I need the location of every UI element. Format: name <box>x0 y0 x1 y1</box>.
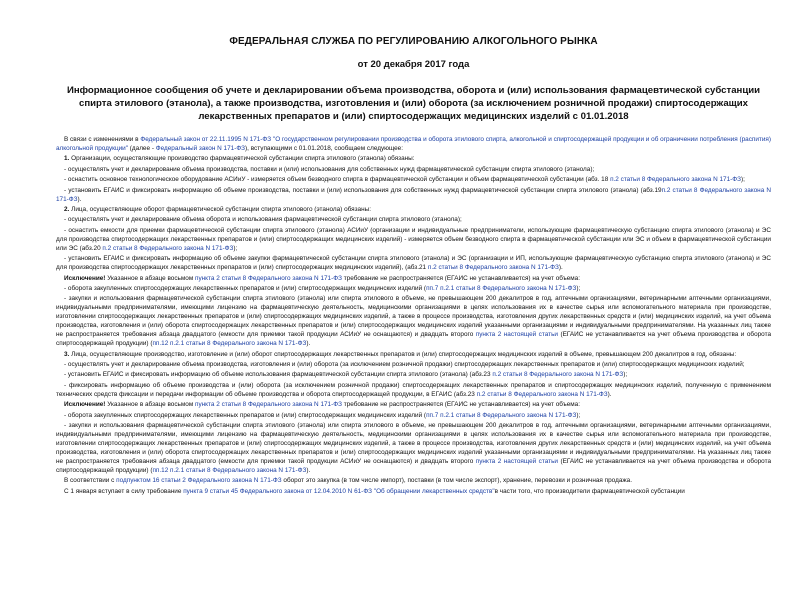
document-date: от 20 декабря 2017 года <box>357 59 470 70</box>
paragraph-exception-2b: - закупки и использования фармацевтической субстанции спирта этилового (этанола) или спирта этилового в объеме, не превышающем 200 декалитров в год, аптечными организациями, ветеринарными аптечными организациями, индивидуальными предпринимателями, имеющими лицензию на фармацевтическую деятельность, медицинскими организациями в целях использования их в качестве сырья или вспомогательного материала при производстве, изготовлении спиртосодержащих лекарственных препаратов и (или) спиртосодержащих медицинских изделий, а также в процессе производства, изготовления других лекарственных средств и (или) медицинских изделий, на учет объема производства, изготовления и (или) оборота спиртосодержащих лекарственных препаратов и (или) спиртосодержащих медицинских изделий указанными организациями и индивидуальными предпринимателями. На указанных лиц также не распространяется требования абзаца двадцатого (емкости для приемки такой продукции АСИиУ не оснащаются) и двадцать второго пункта 2 настоящей статьи (ЕГАИС не устанавливается на учет объема производства и оборота спиртосодержащей продукции) (пп.12 п.2.1 статьи 8 Федерального закона N 171-ФЗ). <box>56 422 772 475</box>
document-body <box>56 135 771 496</box>
paragraph-3a: - осуществлять учет и декларирование объема производства, изготовления и (или) оборота (за исключением розничной продажи) спиртосодержащих лекарственных препаратов и (или) спиртосодержащих медицинских изделий; <box>64 361 745 369</box>
paragraph-2: 2. Лица, осуществляющие оборот фармацевтической субстанции спирта этилового (этанола) обязаны: <box>64 205 371 213</box>
paragraph-intro: В связи с изменениями в Федеральный закон от 22.11.1995 N 171-ФЗ "О государственном регулировании производства и оборота этилового спирта, алкогольной и спиртосодержащей продукции и об ограничении потребления (распития) алкогольной продукции" (далее - Федеральный закон N 171-ФЗ), вступающими с 01.01.2018, сообщаем следующее: <box>56 136 772 152</box>
document-title: Информационное сообщения об учете и декларировании объема производства, оборота и (или) использования фармацевтической субстанции спирта этилового (этанола), а также производства, изготовления и (или) оборота (за исключением розничной продажи) спиртосодержащих лекарственных препаратов и (или) спиртосодержащих медицинских изделий с 01.01.2018 <box>66 85 761 122</box>
paragraph-3: 3. Лица, осуществляющие производство, изготовление и (или) оборот спиртосодержащих лекарственных препаратов и (или) спиртосодержащих медицинских изделий в объеме, превышающем 200 декалитров в год, обязаны: <box>64 350 737 358</box>
link-federal-law-171[interactable]: Федеральный закон от 22.11.1995 N 171-ФЗ "О государственном регулировании производства и оборота этилового спирта, алкогольной и спиртосодержащей продукции и об ограничении потребления (распития) алкогольной продукции" <box>56 136 772 152</box>
paragraph-exception-1b: - закупки и использования фармацевтической субстанции спирта этилового (этанола) или спирта этилового в объеме, не превышающем 200 декалитров в год, аптечными организациями, ветеринарными аптечными организациями, индивидуальными предпринимателями, имеющими лицензию на фармацевтическую деятельность, медицинскими организациями в целях использования их в качестве сырья или вспомогательного материала при производстве, изготовлении спиртосодержащих лекарственных препаратов и (или) спиртосодержащих медицинских изделий, а также в процессе производства, изготовления других лекарственных средств и (или) медицинских изделий, на учет объема производства, изготовления и (или) оборота спиртосодержащих лекарственных препаратов и (или) спиртосодержащих медицинских изделий указанными организациями и индивидуальными предпринимателями. На указанных лиц также не распространяется требования абзаца двадцатого (емкости для приемки такой продукции АСИиУ не оснащаются) и двадцать второго пункта 2 настоящей статьи (ЕГАИС не устанавливается на учет объема производства и оборота спиртосодержащей продукции) (пп.12 п.2.1 статьи 8 Федерального закона N 171-ФЗ). <box>56 295 772 348</box>
paragraph-turnover: В соответствии с подпунктом 16 статьи 2 Федерального закона N 171-ФЗ оборот это закупка (в том числе импорт), поставки (в том числе экспорт), хранение, перевозки и розничная продажа. <box>64 477 632 485</box>
link-article-8[interactable]: пункта 2 статьи 8 Федерального закона N 171-ФЗ <box>195 274 342 282</box>
document-page <box>0 36 807 607</box>
agency-heading: ФЕДЕРАЛЬНАЯ СЛУЖБА ПО РЕГУЛИРОВАНИЮ АЛКОГОЛЬНОГО РЫНКА <box>229 36 598 47</box>
paragraph-exception-2: Исключение! Указанное в абзаце восьмом пункта 2 статьи 8 Федерального закона N 171-ФЗ требование не распространяется (ЕГАИС не устанавливается) на учет объема: <box>64 401 581 409</box>
paragraph-1b: - оснастить основное технологическое оборудование АСИиУ - измеряется объем безводного спирта в фармацевтической субстанции и объем фармацевтической субстанции (абз. 18 п.2 статьи 8 Федерального закона N 171-ФЗ); <box>64 176 745 184</box>
link-article-8[interactable]: пп.7 п.2.1 статьи 8 Федерального закона N 171-ФЗ <box>426 284 577 292</box>
link-article-8[interactable]: п.2 статьи 8 Федерального закона N 171-ФЗ <box>492 371 624 379</box>
link-this-article[interactable]: пункта 2 настоящей статьи <box>475 331 558 339</box>
paragraph-2a: - осуществлять учет и декларирование объема оборота и использования фармацевтической субстанции спирта этилового (этанола); <box>64 216 462 224</box>
paragraph-exception-1: Исключение! Указанное в абзаце восьмом пункта 2 статьи 8 Федерального закона N 171-ФЗ требование не распространяется (ЕГАИС не устанавливается) на учет объема: <box>64 274 581 282</box>
paragraph-3c: - фиксировать информацию об объеме производства и (или) оборота (за исключением розничной продажи) спиртосодержащих лекарственных препаратов и спиртосодержащих медицинских изделий, полученную с применением технических средств фиксации и передачи информации об объеме производства и оборота спиртосодержащей продукции, в ЕГАИС (абз.23 п.2 статьи 8 Федерального закона N 171-ФЗ). <box>56 381 771 398</box>
link-article-8[interactable]: п.2 статьи 8 Федерального закона N 171-ФЗ <box>56 186 771 203</box>
link-article-8[interactable]: п.2 статьи 8 Федерального закона N 171-ФЗ <box>610 176 742 184</box>
link-article-8[interactable]: пункта 2 статьи 8 Федерального закона N 171-ФЗ <box>195 401 342 409</box>
paragraph-1a: - осуществлять учет и декларирование объема производства, поставки и (или) использования для собственных нужд фармацевтической субстанции спирта этилового (этанола); <box>64 165 595 173</box>
paragraph-3b: - установить ЕГАИС и фиксировать информацию об объеме использования фармацевтической субстанции спирта этилового (этанола) (абз.23 п.2 статьи 8 Федерального закона N 171-ФЗ); <box>64 371 628 379</box>
link-this-article[interactable]: пункта 2 настоящей статьи <box>475 458 558 466</box>
paragraph-2b: - оснастить емкости для приемки фармацевтической субстанции спирта этилового (этанола) АСИиУ (организации и индивидуальные предприниматели, использующие фармацевтическую субстанцию спирта этилового (этанола) и ЭС для производства спиртосодержащих лекарственных препаратов и (или) спиртосодержащих медицинских изделий) - измеряется объем безводного спирта в фармацевтической субстанции или ЭС и объем в фармацевтической субстанции или ЭС (абз.20 п.2 статьи 8 Федерального закона N 171-ФЗ); <box>56 226 771 252</box>
link-article-8[interactable]: пп.12 п.2.1 статьи 8 Федерального закона N 171-ФЗ <box>152 467 307 475</box>
paragraph-1: 1. Организации, осуществляющие производство фармацевтической субстанции спирта этилового (этанола) обязаны: <box>64 155 415 163</box>
link-article-2[interactable]: подпунктом 16 статьи 2 Федерального закона N 171-ФЗ <box>116 477 282 485</box>
link-article-8[interactable]: пп.7 п.2.1 статьи 8 Федерального закона N 171-ФЗ <box>426 411 577 419</box>
paragraph-2c: - установить ЕГАИС и фиксировать информацию об объеме закупки фармацевтической субстанции спирта этилового (этанола) и ЭС (организации и ИП, использующие фармацевтическую субстанцию спирта этилового (этанола) и ЭС для производства спиртосодержащих лекарственных препаратов и (или) спиртосодержащих медицинских изделий), (абз.21 п.2 статьи 8 Федерального закона N 171-ФЗ). <box>56 255 771 272</box>
paragraph-1c: - установить ЕГАИС и фиксировать информацию об объеме производства, поставки и (или) использования для собственных нужд фармацевтической субстанции спирта этилового (этанола) (абз.19п.2 статьи 8 Федерального закона N 171-ФЗ). <box>56 186 771 203</box>
link-law-61[interactable]: пункта 9 статьи 45 Федерального закона от 12.04.2010 N 61-ФЗ "Об обращении лекарственных средств" <box>183 487 495 495</box>
link-law-171-short[interactable]: Федеральный закон N 171-ФЗ <box>155 145 246 152</box>
link-article-8[interactable]: п.2 статьи 8 Федерального закона N 171-ФЗ <box>476 390 608 398</box>
paragraph-exception-2a: - оборота закупленных спиртосодержащих лекарственных препаратов и (или) спиртосодержащих медицинских изделий (пп.7 п.2.1 статьи 8 Федерального закона N 171-ФЗ); <box>64 411 581 419</box>
paragraph-exception-1a: - оборота закупленных спиртосодержащих лекарственных препаратов и (или) спиртосодержащих медицинских изделий (пп.7 п.2.1 статьи 8 Федерального закона N 171-ФЗ); <box>64 284 581 292</box>
link-article-8[interactable]: п.2 статьи 8 Федерального закона N 171-ФЗ <box>102 244 234 252</box>
link-article-8[interactable]: п.2 статьи 8 Федерального закона N 171-ФЗ <box>427 264 559 272</box>
paragraph-law-61: С 1 января вступает в силу требование пункта 9 статьи 45 Федерального закона от 12.04.2010 N 61-ФЗ "Об обращении лекарственных средств"в части того, что производители фармацевтической субстанции <box>64 487 685 495</box>
link-article-8[interactable]: пп.12 п.2.1 статьи 8 Федерального закона N 171-ФЗ <box>152 340 307 348</box>
